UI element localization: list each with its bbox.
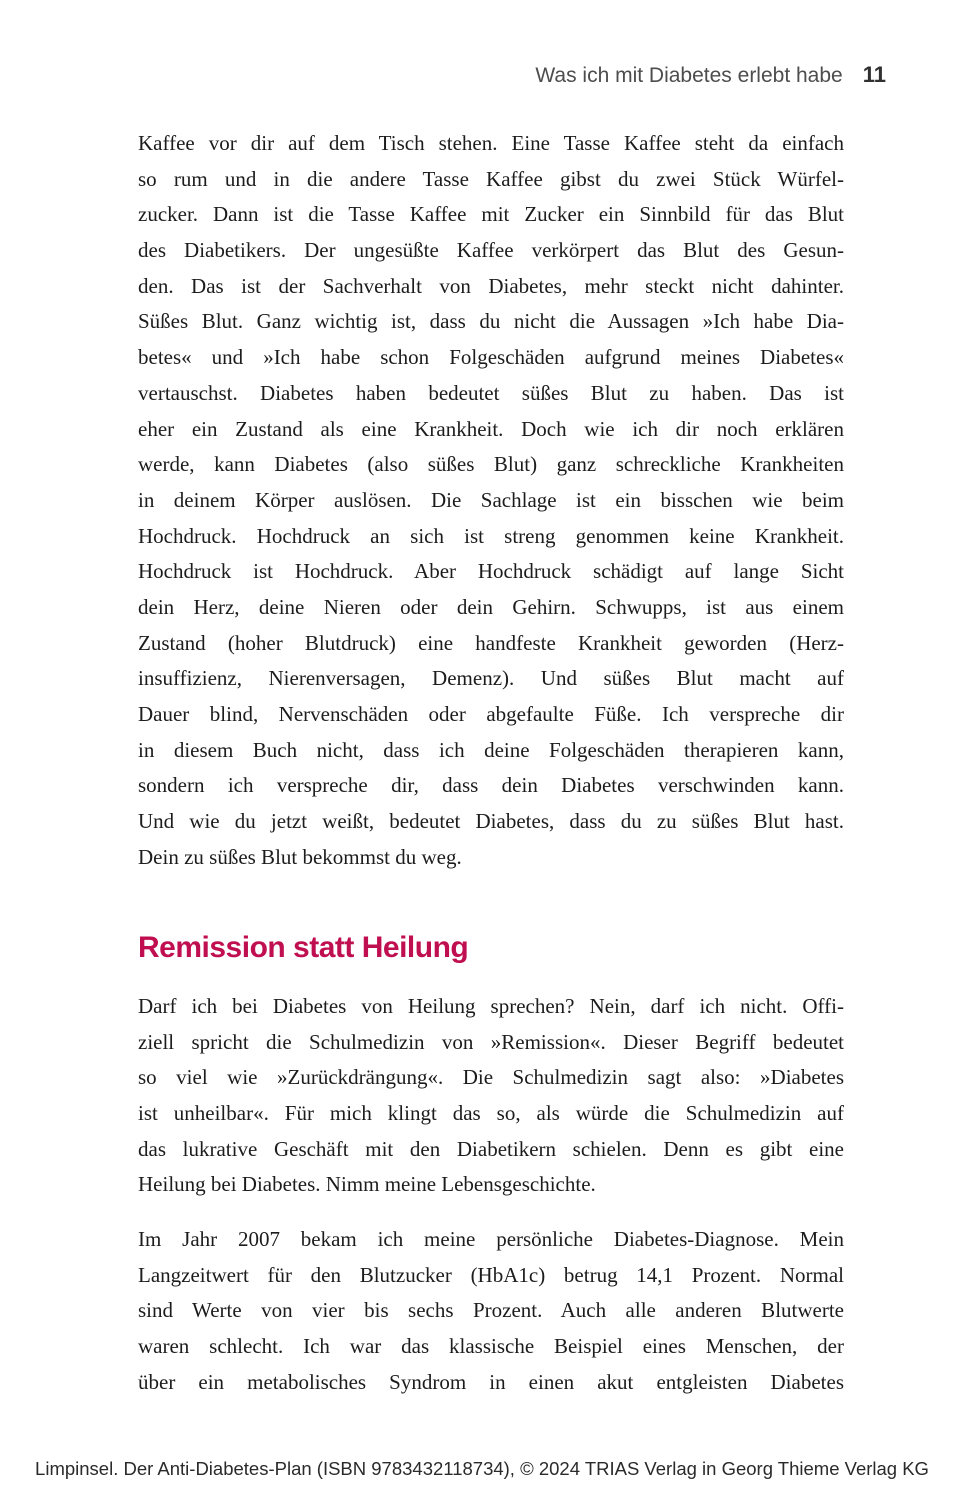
text-line: Süßes Blut. Ganz wichtig ist, dass du nicht die Aussagen »Ich habe Dia- [138, 309, 844, 334]
text-line: ziell spricht die Schulmedizin von »Remission«. Dieser Begriff bedeutet [138, 1029, 844, 1054]
text-line: in diesem Buch nicht, dass ich deine Folgeschäden therapieren kann, [138, 737, 844, 762]
text-line: Dein zu süßes Blut bekommst du weg. [138, 844, 462, 869]
text-line: zucker. Dann ist die Tasse Kaffee mit Zucker ein Sinnbild für das Blut [138, 202, 844, 227]
body-paragraph-1 [138, 126, 844, 875]
text-line: ist unheilbar«. Für mich klingt das so, als würde die Schulmedizin auf [138, 1101, 844, 1126]
text-line: Zustand (hoher Blutdruck) eine handfeste Krankheit geworden (Herz- [138, 630, 844, 655]
text-line: Im Jahr 2007 bekam ich meine persönliche Diabetes-Diagnose. Mein [138, 1227, 844, 1251]
text-line: sondern ich verspreche dir, dass dein Diabetes verschwinden kann. [138, 773, 844, 798]
text-line: Darf ich bei Diabetes von Heilung sprechen? Nein, darf ich nicht. Offi- [138, 994, 844, 1018]
page-header [535, 60, 886, 91]
text-line: betes« und »Ich habe schon Folgeschäden aufgrund meines Diabetes« [138, 345, 844, 370]
text-line: Und wie du jetzt weißt, bedeutet Diabetes, dass du zu süßes Blut hast. [138, 809, 844, 834]
text-line: Hochdruck ist Hochdruck. Aber Hochdruck schädigt auf lange Sicht [138, 559, 844, 584]
text-line: Heilung bei Diabetes. Nimm meine Lebensgeschichte. [138, 1172, 596, 1197]
imprint-line: Limpinsel. Der Anti-Diabetes-Plan (ISBN 9783432118734), © 2024 TRIAS Verlag in Georg Thieme Verlag KG [35, 1458, 929, 1479]
text-line: insuffizienz, Nierenversagen, Demenz). Und süßes Blut macht auf [138, 666, 844, 691]
text-line: so viel wie »Zurückdrängung«. Die Schulmedizin sagt also: »Diabetes [138, 1065, 844, 1090]
text-line: vertauschst. Diabetes haben bedeutet süßes Blut zu haben. Das ist [138, 380, 844, 405]
text-line: Dauer blind, Nervenschäden oder abgefaulte Füße. Ich verspreche dir [138, 702, 844, 726]
text-line: des Diabetikers. Der ungesüßte Kaffee verkörpert das Blut des Gesun- [138, 238, 844, 263]
text-line: dein Herz, deine Nieren oder dein Gehirn. Schwupps, ist aus einem [138, 594, 844, 619]
running-title: Was ich mit Diabetes erlebt habe [535, 64, 843, 87]
text-line: Langzeitwert für den Blutzucker (HbA1c) betrug 14,1 Prozent. Normal [138, 1262, 844, 1287]
text-line: werde, kann Diabetes (also süßes Blut) ganz schreckliche Krankheiten [138, 452, 844, 477]
body-paragraph-3 [138, 1222, 844, 1400]
text-line: so rum und in die andere Tasse Kaffee gibst du zwei Stück Würfel- [138, 166, 844, 191]
text-line: den. Das ist der Sachverhalt von Diabetes, mehr steckt nicht dahinter. [138, 273, 844, 298]
body-paragraph-2 [138, 989, 844, 1203]
page-number: 11 [862, 62, 886, 87]
text-line: das lukrative Geschäft mit den Diabetikern schielen. Denn es gibt eine [138, 1136, 844, 1161]
section-heading: Remission statt Heilung [138, 931, 469, 964]
text-line: Kaffee vor dir auf dem Tisch stehen. Eine Tasse Kaffee steht da einfach [138, 131, 844, 155]
text-line: in deinem Körper auslösen. Die Sachlage ist ein bisschen wie beim [138, 487, 844, 512]
text-line: Hochdruck. Hochdruck an sich ist streng genommen keine Krankheit. [138, 523, 844, 548]
text-line: über ein metabolisches Syndrom in einen akut entgleisten Diabetes [138, 1369, 844, 1394]
text-line: sind Werte von vier bis sechs Prozent. Auch alle anderen Blutwerte [138, 1298, 844, 1323]
text-line: eher ein Zustand als eine Krankheit. Doch wie ich dir noch erklären [138, 416, 844, 441]
text-line: waren schlecht. Ich war das klassische Beispiel eines Menschen, der [138, 1334, 844, 1359]
